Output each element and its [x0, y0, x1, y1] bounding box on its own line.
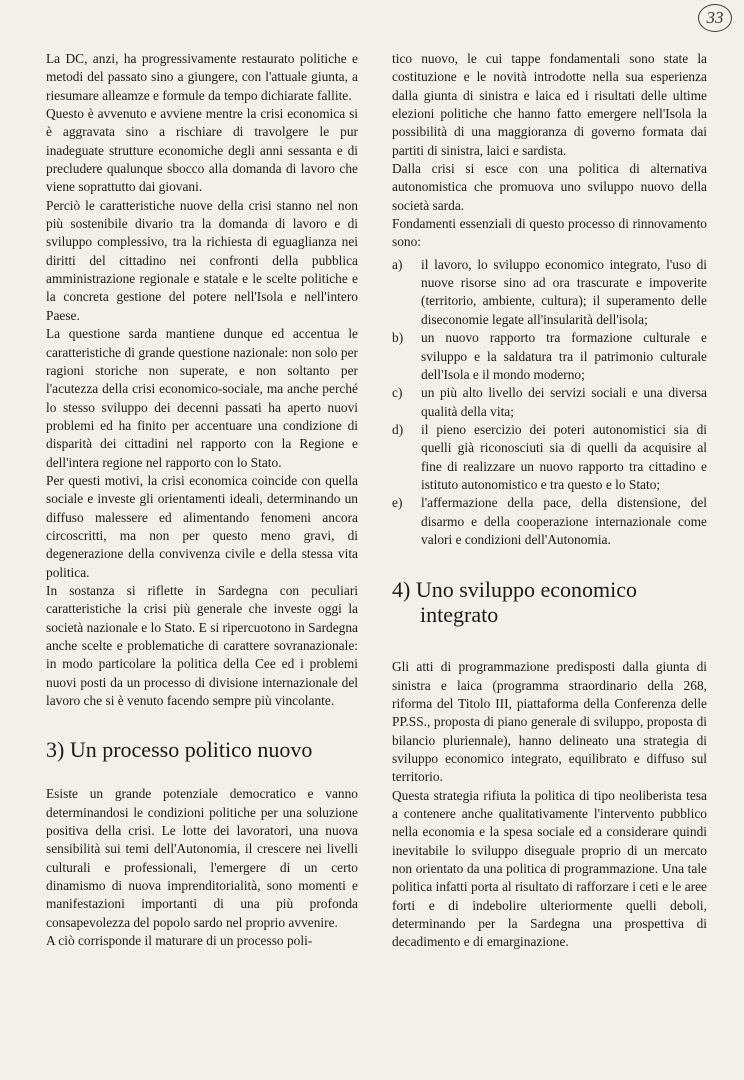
paragraph: Esiste un grande potenziale democratico e vanno determinandosi le condizioni politiche per una soluzione positiva della crisi. Le lotte dei lavoratori, una nuova sensibilità sui temi dell'Autonomia, il crescere nei livelli culturali e professionali, l'emergere di un certo dinamismo di nuova imprenditorialità, sono momenti e manifestazioni importanti di una più profonda consapevolezza del popolo sardo nel proprio avvenire. — [46, 786, 358, 930]
paragraph: Questo è avvenuto e avviene mentre la crisi economica si è aggravata sino a rischiare di travolgere le pur inadeguate strutture economiche degli anni sessanta e di precludere qualunque sbocco alla domanda di lavoro che viene soprattutto dai giovani. — [46, 106, 358, 195]
list-marker: e) — [392, 495, 403, 511]
list-item — [392, 494, 707, 549]
list-item-text: un più alto livello dei servizi sociali e una diversa qualità della vita; — [421, 385, 707, 419]
foundations-list — [392, 256, 707, 550]
list-marker: b) — [392, 330, 404, 346]
paragraph: tico nuovo, le cui tappe fondamentali sono state la costituzione e le novità introdotte nella sua esperienza dalla giunta di sinistra e laica ed i risultati delle ultime elezioni politiche che hanno fatto emergere nell'Isola la possibilità di una maggioranza di governo formata dai partiti di sinistra, laici e sardista. — [392, 51, 707, 158]
list-item — [392, 256, 707, 329]
section-4-heading-line1: 4) Uno sviluppo economico — [392, 577, 638, 603]
list-item-text: un nuovo rapporto tra formazione culturale e sviluppo e la saldatura tra il patrimonio culturale dell'Isola e il mondo moderno; — [421, 330, 707, 382]
section-4-heading — [392, 577, 707, 627]
list-item — [392, 329, 707, 384]
paragraph: In sostanza si riflette in Sardegna con peculiari caratteristiche la crisi più generale che investe oggi la società nazionale e lo Stato. E si ripercuotono in Sardegna anche scelte e problematiche di carattere sovranazionale: in modo particolare la politica della Cee ed i problemi nuovi posti da un processo di divisione internazionale del lavoro che si è venuto facendo sempre più vincolante. — [46, 582, 358, 709]
paragraph: Questa strategia rifiuta la politica di tipo neoliberista tesa a contenere anche qualitativamente l'intervento pubblico nella economia e la spesa sociale ed a considerare quindi inevitabile lo sviluppo diseguale proprio di un mercato non orientato da una politica di programmazione. Una tale politica infatti porta al risultato di rafforzare i ceti e le aree forti e di indebolire ulteriormente quelli deboli, determinando per la Sardegna una prospettiva di decadimento e di emarginazione. — [392, 787, 707, 950]
list-marker: c) — [392, 385, 403, 401]
list-item-text: il lavoro, lo sviluppo economico integrato, l'uso di nuove risorse sino ad ora trascurate e impoverite (territorio, ambiente, cultura); il superamento delle diseconomie legate all'insularità dell'isola; — [421, 256, 707, 327]
paragraph: Gli atti di programmazione predisposti dalla giunta di sinistra e laica (programma straordinario della 268, riforma del Titolo III, piattaforma della Conferenza delle PP.SS., proposta di piano generale di sviluppo, proposta di bilancio pluriennale), hanno delineato una strategia di sviluppo economico integrato, equilibrato e diffuso sul territorio. — [392, 659, 707, 785]
list-item — [392, 421, 707, 494]
list-marker: d) — [392, 421, 404, 437]
paragraph: Perciò le caratteristiche nuove della crisi stanno nel non più sostenibile divario tra la domanda di lavoro e di sviluppo complessivo, tra la richiesta di eguaglianza nei diritti del cittadino nei confronti della pubblica amministrazione regionale e statale e le scelte politiche e la concreta gestione del potere nell'Isola e nell'intero Paese. — [46, 197, 358, 323]
list-marker: a) — [392, 256, 403, 272]
paragraph: Fondamenti essenziali di questo processo di rinnovamento sono: — [392, 216, 707, 250]
paragraph: Per questi motivi, la crisi economica coincide con quella sociale e investe gli orientamenti ideali, determinando un diffuso malessere ed alimentando fenomeni ancora circoscritti, ma non per questo meno gravi, di degenerazione della convivenza civile e della stessa vita politica. — [46, 472, 358, 580]
paragraph: La DC, anzi, ha progressivamente restaurato politiche e metodi del passato sino a giungere, con l'attuale giunta, a riesumare alleamze e formule da tempo dichiarate fallite. — [46, 51, 358, 103]
list-item-text: il pieno esercizio dei poteri autonomistici sia di quelli già riconosciuti sia di quelli da acquisire al fine di realizzare un nuovo rapporto tra cittadino e istituto autonomistico e tra questo e lo Stato; — [421, 421, 707, 492]
page-number: 33 — [698, 4, 732, 32]
paragraph: Dalla crisi si esce con una politica di alternativa autonomistica che promuova uno sviluppo nuovo della società sarda. — [392, 161, 707, 213]
paragraph: La questione sarda mantiene dunque ed accentua le caratteristiche di grande questione nazionale: non solo per ragioni storiche non superate, e non soltanto per l'acutezza della crisi economico-sociale, ma anche perché lo stesso sviluppo dei decenni passati ha aperto nuovi problemi ed ha finito per accentuare una condizione di disparità dei cittadini nel rapporto con la Regione e dell'intera regione nel rapporto con lo Stato. — [46, 326, 358, 470]
section-4-heading-line2: integrato — [420, 602, 499, 628]
section-3-heading: 3) Un processo politico nuovo — [46, 737, 313, 763]
list-item — [392, 384, 707, 421]
paragraph: A ciò corrisponde il maturare di un processo poli- — [46, 933, 313, 949]
list-item-text: l'affermazione della pace, della distensione, del disarmo e della cooperazione internazionale come valori e condizioni dell'Autonomia. — [421, 495, 707, 547]
left-column — [46, 50, 358, 950]
right-column — [392, 50, 707, 952]
